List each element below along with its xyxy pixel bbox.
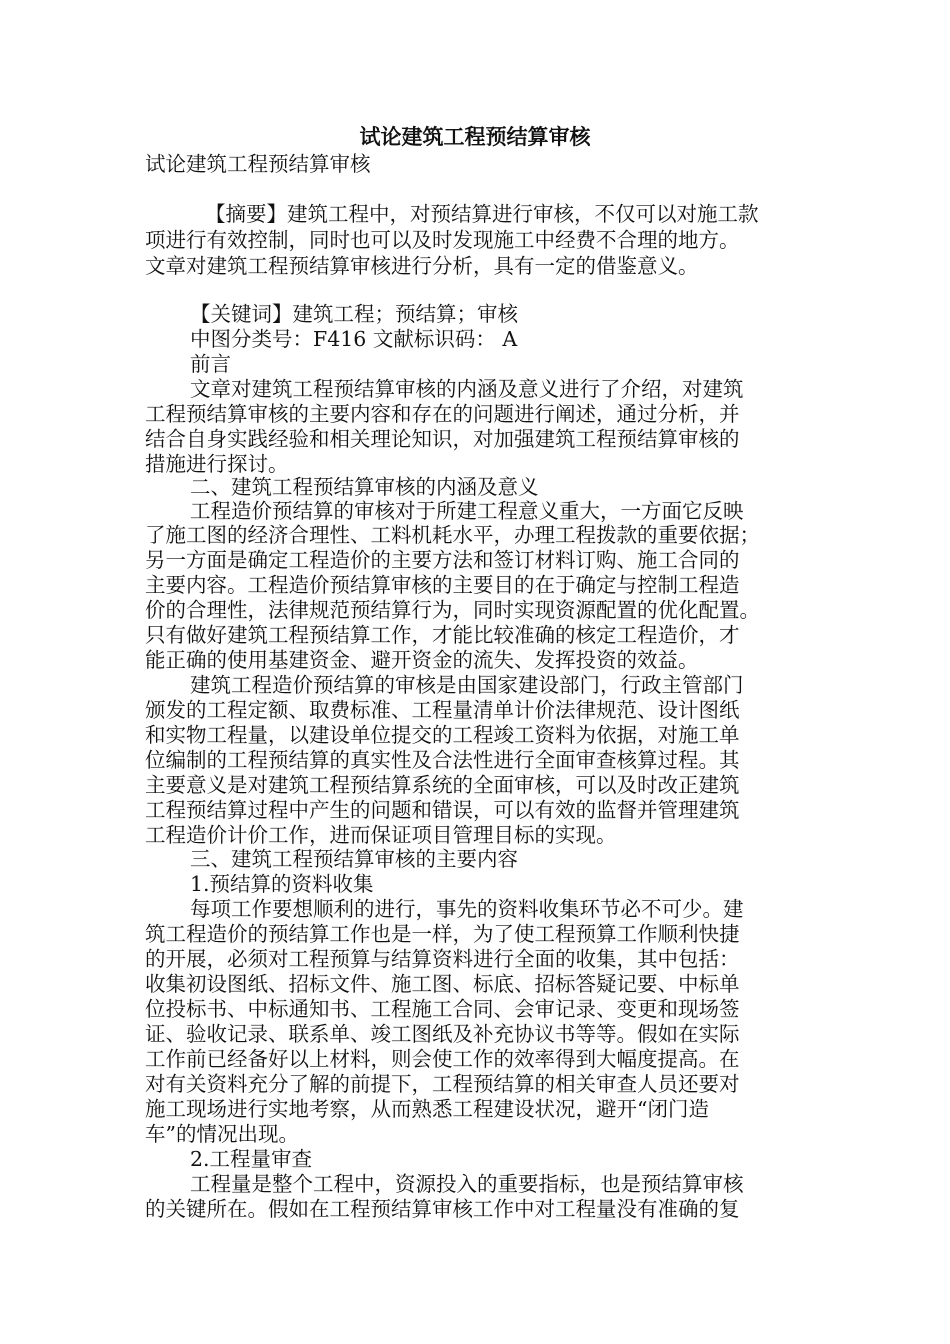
- sub1-line: 的开展，必须对工程预算与结算资料进行全面的收集，其中包括：: [145, 947, 740, 971]
- section2-p2-line: 建筑工程造价预结算的审核是由国家建设部门，行政主管部门: [190, 673, 744, 697]
- sub1-line: 对有关资料充分了解的前提下，工程预结算的相关审查人员还要对: [145, 1072, 740, 1096]
- sub1-line: 施工现场进行实地考察，从而熟悉工程建设状况，避开“闭门造: [145, 1097, 709, 1121]
- section2-p1-line: 价的合理性，法律规范预结算行为，同时实现资源配置的优化配置。: [145, 598, 760, 622]
- classification-line: 中图分类号：F416 文献标识码： A: [190, 327, 518, 351]
- section2-p2-line: 位编制的工程预结算的真实性及合法性进行全面审查核算过程。其: [145, 748, 740, 772]
- sub1-line: 位投标书、中标通知书、工程施工合同、会审记录、变更和现场签: [145, 997, 740, 1021]
- section2-p1-line: 工程造价预结算的审核对于所建工程意义重大，一方面它反映: [190, 499, 744, 523]
- section2-p2-line: 工程预结算过程中产生的问题和错误，可以有效的监督并管理建筑: [145, 798, 740, 822]
- keywords-line: 【关键词】建筑工程；预结算；审核: [190, 302, 518, 326]
- sub1-line: 工作前已经备好以上材料，则会使工作的效率得到大幅度提高。在: [145, 1047, 740, 1071]
- subsection-heading: 1.预结算的资料收集: [190, 872, 374, 896]
- section2-p1-line: 能正确的使用基建资金、避开资金的流失、发挥投资的效益。: [145, 648, 699, 672]
- document-subtitle: 试论建筑工程预结算审核: [145, 152, 371, 176]
- abstract-line: 文章对建筑工程预结算审核进行分析，具有一定的借鉴意义。: [145, 254, 699, 278]
- sub2-line: 的关键所在。假如在工程预结算审核工作中对工程量没有准确的复: [145, 1197, 740, 1221]
- section-heading: 二、建筑工程预结算审核的内涵及意义: [190, 475, 539, 499]
- section2-p2-line: 和实物工程量，以建设单位提交的工程竣工资料为依据，对施工单: [145, 723, 740, 747]
- abstract-line: 项进行有效控制，同时也可以及时发现施工中经费不合理的地方。: [145, 228, 740, 252]
- section2-p1-line: 主要内容。工程造价预结算审核的主要目的在于确定与控制工程造: [145, 573, 740, 597]
- section2-p1-line: 另一方面是确定工程造价的主要方法和签订材料订购、施工合同的: [145, 548, 740, 572]
- sub2-line: 工程量是整个工程中，资源投入的重要指标，也是预结算审核: [190, 1172, 744, 1196]
- sub1-line: 收集初设图纸、招标文件、施工图、标底、招标答疑记要、中标单: [145, 972, 740, 996]
- sub1-line: 筑工程造价的预结算工作也是一样，为了使工程预算工作顺利快捷: [145, 922, 740, 946]
- section2-p2-line: 主要意义是对建筑工程预结算系统的全面审核，可以及时改正建筑: [145, 773, 740, 797]
- section2-p1-line: 只有做好建筑工程预结算工作，才能比较准确的核定工程造价，才: [145, 623, 740, 647]
- section2-p1-line: 了施工图的经济合理性、工料机耗水平，办理工程拨款的重要依据；: [145, 523, 760, 547]
- abstract-line: 【摘要】建筑工程中，对预结算进行审核，不仅可以对施工款: [205, 202, 759, 226]
- preface-line: 结合自身实践经验和相关理论知识，对加强建筑工程预结算审核的: [145, 427, 740, 451]
- section-heading: 三、建筑工程预结算审核的主要内容: [190, 847, 518, 871]
- sub1-line: 证、验收记录、联系单、竣工图纸及补充协议书等等。假如在实际: [145, 1022, 740, 1046]
- section2-p2-line: 颁发的工程定额、取费标准、工程量清单计价法律规范、设计图纸: [145, 698, 740, 722]
- preface-line: 措施进行探讨。: [145, 452, 289, 476]
- preface-line: 工程预结算审核的主要内容和存在的问题进行阐述，通过分析，并: [145, 402, 740, 426]
- preface-heading: 前言: [190, 352, 231, 376]
- section2-p2-line: 工程造价计价工作，进而保证项目管理目标的实现。: [145, 823, 617, 847]
- sub1-line: 车”的情况出现。: [145, 1122, 299, 1146]
- preface-line: 文章对建筑工程预结算审核的内涵及意义进行了介绍，对建筑: [190, 377, 744, 401]
- subsection-heading: 2.工程量审查: [190, 1147, 313, 1171]
- sub1-line: 每项工作要想顺利的进行，事先的资料收集环节必不可少。建: [190, 897, 744, 921]
- document-title: 试论建筑工程预结算审核: [359, 124, 591, 149]
